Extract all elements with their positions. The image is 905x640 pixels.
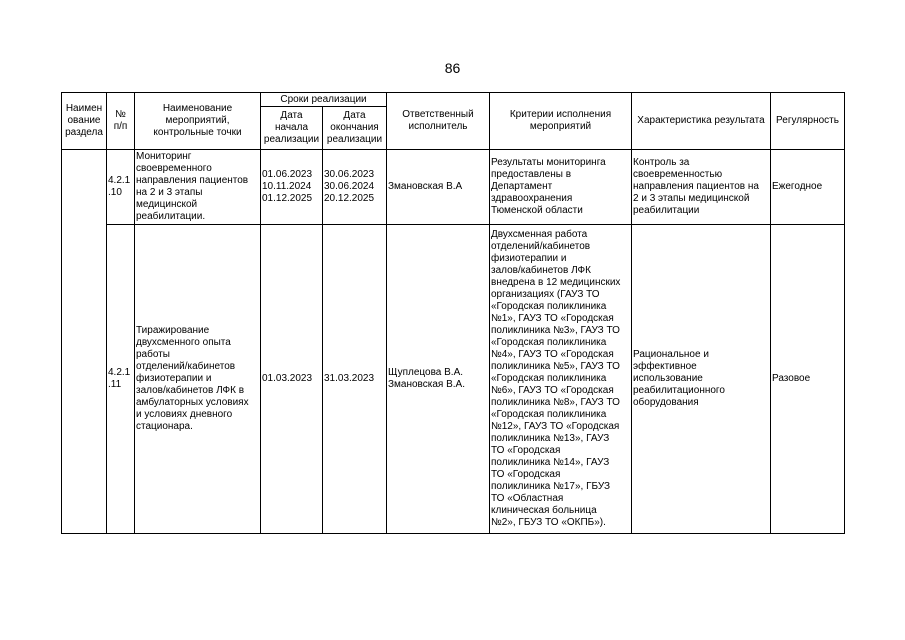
result-cell: Контроль за своевременностью направления пациентов на 2 и 3 этапы медицинской реабилитации bbox=[632, 150, 771, 225]
header-regularity: Регулярность bbox=[771, 93, 845, 150]
header-section-name: Наимен ование раздела bbox=[62, 93, 107, 150]
activity-cell: Тиражирование двухсменного опыта работы отделений/кабинетов физиотерапии и залов/кабинетов ЛФК в амбулаторных условиях и условиях дневного стационара. bbox=[135, 225, 261, 534]
page-number: 86 bbox=[444, 60, 461, 76]
responsible-cell: Щуплецова В.А. Змановская В.А. bbox=[387, 225, 490, 534]
result-cell: Рациональное и эффективное использование реабилитационного оборудования bbox=[632, 225, 771, 534]
regularity-cell: Разовое bbox=[771, 225, 845, 534]
activity-cell: Мониторинг своевременного направления пациентов на 2 и 3 этапы медицинской реабилитации. bbox=[135, 150, 261, 225]
criteria-cell: Двухсменная работа отделений/кабинетов физиотерапии и залов/кабинетов ЛФК внедрена в 12 медицинских организациях (ГАУЗ ТО «Городская поликлиника №1», ГАУЗ ТО «Городская поликлиника №3», ГАУЗ ТО «Городская поликлиника №4», ГАУЗ ТО «Городская поликлиника №5», ГАУЗ ТО «Городская поликлиника №6», ГАУЗ ТО «Городская поликлиника №8», ГАУЗ ТО «Городская поликлиника №12», ГАУЗ ТО «Городская поликлиника №13», ГАУЗ ТО «Городская поликлиника №14», ГАУЗ ТО «Городская поликлиника №17», ГБУЗ ТО «Областная клиническая больница №2», ГБУЗ ТО «ОКПБ»). bbox=[490, 225, 632, 534]
header-deadlines: Сроки реализации bbox=[261, 93, 387, 107]
start-date-cell: 01.03.2023 bbox=[261, 225, 323, 534]
header-end-date: Дата окончания реализации bbox=[323, 107, 387, 150]
header-result: Характеристика результата bbox=[632, 93, 771, 150]
row-number: 4.2.1 .11 bbox=[107, 225, 135, 534]
row-number: 4.2.1 .10 bbox=[107, 150, 135, 225]
header-start-date: Дата начала реализации bbox=[261, 107, 323, 150]
end-date-cell: 31.03.2023 bbox=[323, 225, 387, 534]
end-date-cell: 30.06.2023 30.06.2024 20.12.2025 bbox=[323, 150, 387, 225]
header-activity: Наименование мероприятий, контрольные точки bbox=[135, 93, 261, 150]
header-criteria: Критерии исполнения мероприятий bbox=[490, 93, 632, 150]
criteria-cell: Результаты мониторинга предоставлены в Департамент здравоохранения Тюменской области bbox=[490, 150, 632, 225]
header-row bbox=[62, 93, 845, 107]
responsible-cell: Змановская В.А bbox=[387, 150, 490, 225]
table-row bbox=[62, 150, 845, 225]
section-cell bbox=[62, 150, 107, 534]
action-plan-table bbox=[61, 92, 845, 534]
header-number: № п/п bbox=[107, 93, 135, 150]
table-row bbox=[62, 225, 845, 534]
header-responsible: Ответственный исполнитель bbox=[387, 93, 490, 150]
start-date-cell: 01.06.2023 10.11.2024 01.12.2025 bbox=[261, 150, 323, 225]
regularity-cell: Ежегодное bbox=[771, 150, 845, 225]
